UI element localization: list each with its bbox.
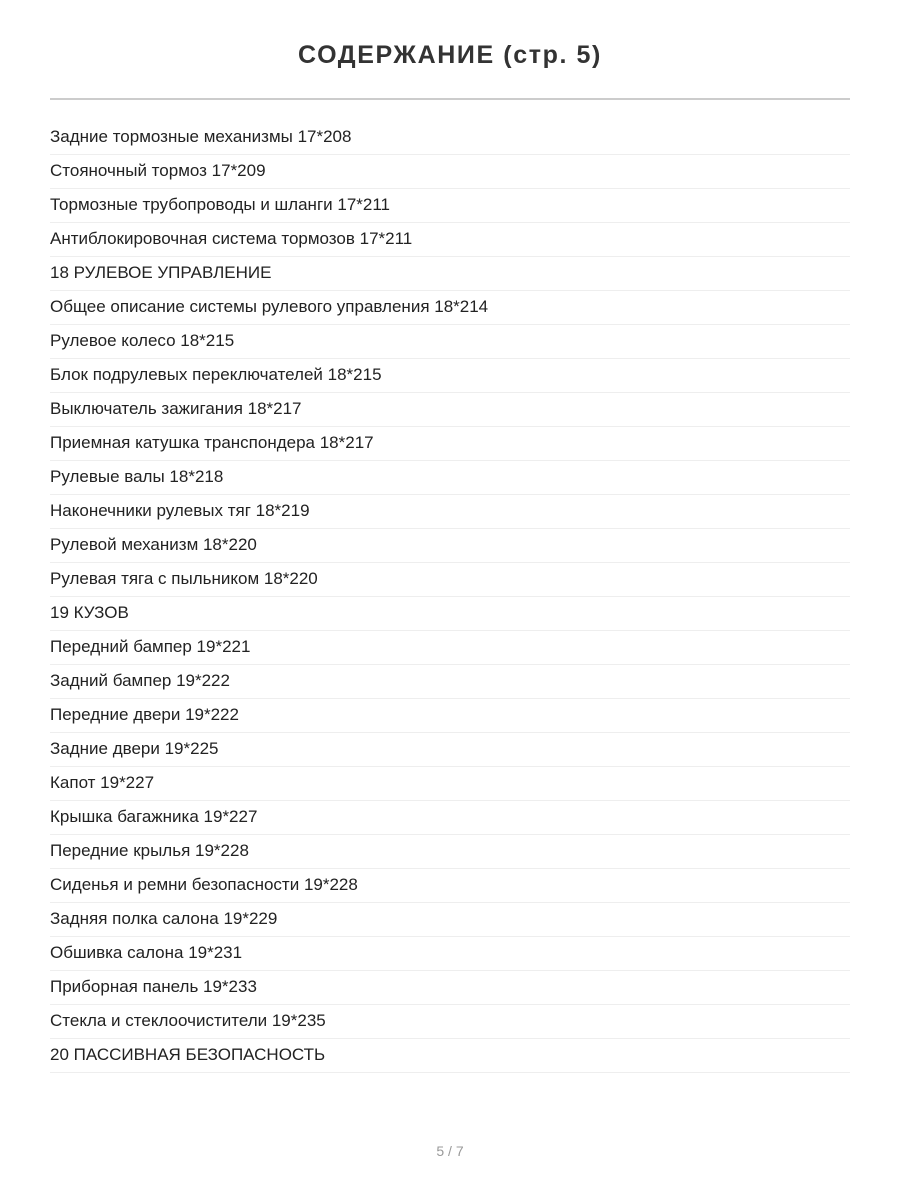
toc-item: Приемная катушка транспондера 18*217 (50, 427, 850, 461)
toc-section-heading: 18 РУЛЕВОЕ УПРАВЛЕНИЕ (50, 257, 850, 291)
toc-item: Блок подрулевых переключателей 18*215 (50, 359, 850, 393)
toc-item: Рулевое колесо 18*215 (50, 325, 850, 359)
toc-item: Общее описание системы рулевого управления 18*214 (50, 291, 850, 325)
toc-section-heading: 20 ПАССИВНАЯ БЕЗОПАСНОСТЬ (50, 1039, 850, 1073)
toc-item: Наконечники рулевых тяг 18*219 (50, 495, 850, 529)
toc-item: Задняя полка салона 19*229 (50, 903, 850, 937)
page-indicator: 5 / 7 (436, 1143, 464, 1159)
page-title: СОДЕРЖАНИЕ (стр. 5) (298, 41, 602, 69)
toc-item: Задние тормозные механизмы 17*208 (50, 121, 850, 155)
toc-item: Стояночный тормоз 17*209 (50, 155, 850, 189)
toc-item: Передние крылья 19*228 (50, 835, 850, 869)
toc-item: Приборная панель 19*233 (50, 971, 850, 1005)
table-of-contents (50, 121, 850, 1073)
title-divider (50, 98, 850, 100)
toc-item: Сиденья и ремни безопасности 19*228 (50, 869, 850, 903)
toc-item: Крышка багажника 19*227 (50, 801, 850, 835)
toc-item: Рулевые валы 18*218 (50, 461, 850, 495)
toc-item: Тормозные трубопроводы и шланги 17*211 (50, 189, 850, 223)
toc-item: Передние двери 19*222 (50, 699, 850, 733)
toc-item: Задние двери 19*225 (50, 733, 850, 767)
toc-item: Антиблокировочная система тормозов 17*211 (50, 223, 850, 257)
toc-item: Рулевой механизм 18*220 (50, 529, 850, 563)
toc-item: Передний бампер 19*221 (50, 631, 850, 665)
toc-section-heading: 19 КУЗОВ (50, 597, 850, 631)
toc-item: Обшивка салона 19*231 (50, 937, 850, 971)
toc-item: Стекла и стеклоочистители 19*235 (50, 1005, 850, 1039)
toc-item: Выключатель зажигания 18*217 (50, 393, 850, 427)
toc-item: Рулевая тяга с пыльником 18*220 (50, 563, 850, 597)
toc-item: Задний бампер 19*222 (50, 665, 850, 699)
toc-item: Капот 19*227 (50, 767, 850, 801)
